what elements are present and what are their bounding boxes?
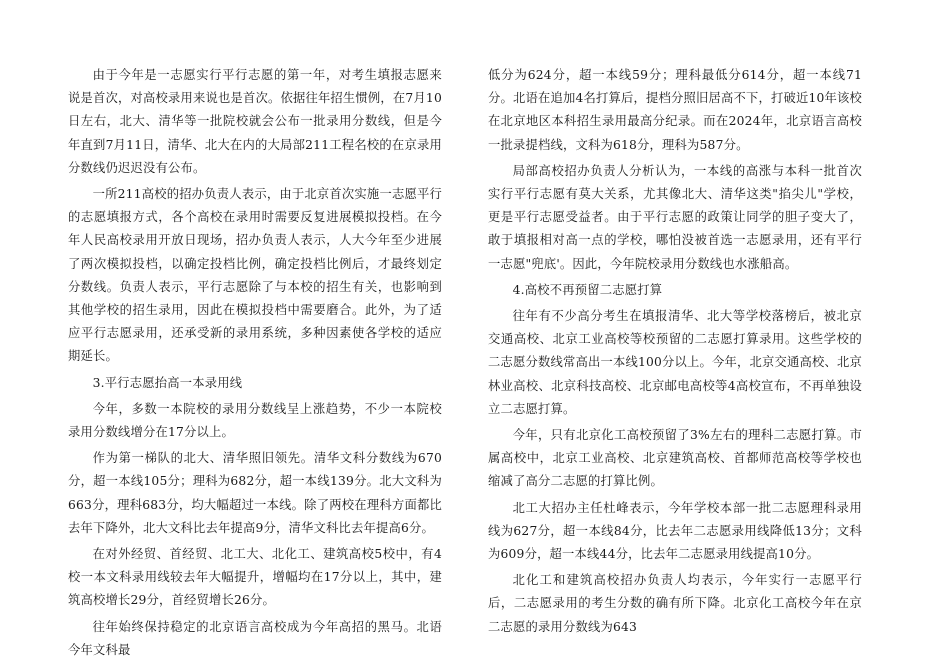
paragraph-pku-tsinghua: 作为第一梯队的北大、清华照旧领先。清华文科分数线为670分，超一本线105分；理科为682分，超一本线139分。北大文科为663分，理科683分，均大幅超过一本线。除了两校在理科方面都比去年下降外，北大文科比去年提高9分，清华文科比去年提高6分。 bbox=[68, 451, 442, 535]
paragraph-blcu-continued: 低分为624分，超一本线59分；理科最低分614分，超一本线71分。北语在追加4名打算后，提档分照旧居高不下，打破近10年该校在北京地区本科招生录用最高分纪录。而在2024年，北京语言高校一批录提档线，文科为618分，理科为587分。 bbox=[488, 68, 862, 152]
paragraph-buct-bucea: 北化工和建筑高校招办负责人均表示，今年实行一志愿平行后，二志愿录用的考生分数的确有所下降。北京化工高校今年在京二志愿的录用分数线为643 bbox=[488, 573, 862, 634]
paragraph-blcu: 往年始终保持稳定的北京语言高校成为今年高招的黑马。北语今年文科最 bbox=[68, 619, 442, 657]
paragraph-buct-reserve: 今年，只有北京化工高校预留了3%左右的理科二志愿打算。市属高校中，北京工业高校、北京建筑高校、首都师范高校等学校也缩减了高分二志愿的打算比例。 bbox=[488, 428, 862, 489]
section-heading-3: 3.平行志愿抬高一本录用线 bbox=[92, 375, 243, 390]
paragraph-intro: 由于今年是一志愿实行平行志愿的第一年，对考生填报志愿来说是首次，对高校录用来说也是首次。依据往年招生惯例，在7月10日左右，北大、清华等一批院校就会公布一批录用分数线，但是今年直到7月11日，清华、北大在内的大局部211工程名校的在京录用分数线仍迟迟没有公布。 bbox=[68, 68, 442, 175]
paragraph-analysis: 局部高校招办负责人分析认为，一本线的高涨与本科一批首次实行平行志愿有莫大关系，尤其像北大、清华这类"掐尖儿"学校，更是平行志愿受益者。由于平行志愿的政策让同学的胆子变大了，敢于填报相对高一点的学校，哪怕没被首选一志愿录用，还有平行一志愿"兜底'。因此，今年院校录用分数线也水涨船高。 bbox=[488, 163, 862, 271]
paragraph-admissions-office: 一所211高校的招办负责人表示，由于北京首次实施一志愿平行的志愿填报方式，各个高校在录用时需要反复进展模拟投档。在今年人民高校录用开放日现场，招办负责人表示，人大今年至少进展了两次模拟投档，以确定投档比例，确定投档比例后，才最终划定分数线。负责人表示，平行志愿除了与本校的招生有关，也影响到其他学校的招生录用，因此在模拟投档中需要磨合。此外，为了适应平行志愿录用，还承受新的录用系统，多种因素使各学校的适应期延长。 bbox=[68, 187, 442, 364]
right-column bbox=[488, 64, 862, 639]
paragraph-five-schools: 在对外经贸、首经贸、北工大、北化工、建筑高校5校中，有4校一本文科录用线较去年大幅提升，增幅均在17分以上，其中，建筑高校增长29分，首经贸增长26分。 bbox=[68, 547, 442, 608]
left-column bbox=[68, 64, 442, 662]
paragraph-bjut-director: 北工大招办主任杜峰表示，今年学校本部一批二志愿理科录用线为627分，超一本线84分，比去年二志愿录用线降低13分；文科为609分，超一本线44分，比去年二志愿录用线提高10分。 bbox=[488, 500, 862, 562]
paragraph-score-rise: 今年，多数一本院校的录用分数线呈上涨趋势，不少一本院校录用分数线增分在17分以上。 bbox=[68, 401, 442, 440]
section-heading-4: 4.高校不再预留二志愿打算 bbox=[512, 282, 663, 297]
paragraph-second-choice: 往年有不少高分考生在填报清华、北大等学校落榜后，被北京交通高校、北京工业高校等校预留的二志愿打算录用。这些学校的二志愿分数线常高出一本线100分以上。今年，北京交通高校、北京林业高校、北京科技高校、北京邮电高校等4高校宣布，不再单独设立二志愿打算。 bbox=[488, 309, 862, 416]
